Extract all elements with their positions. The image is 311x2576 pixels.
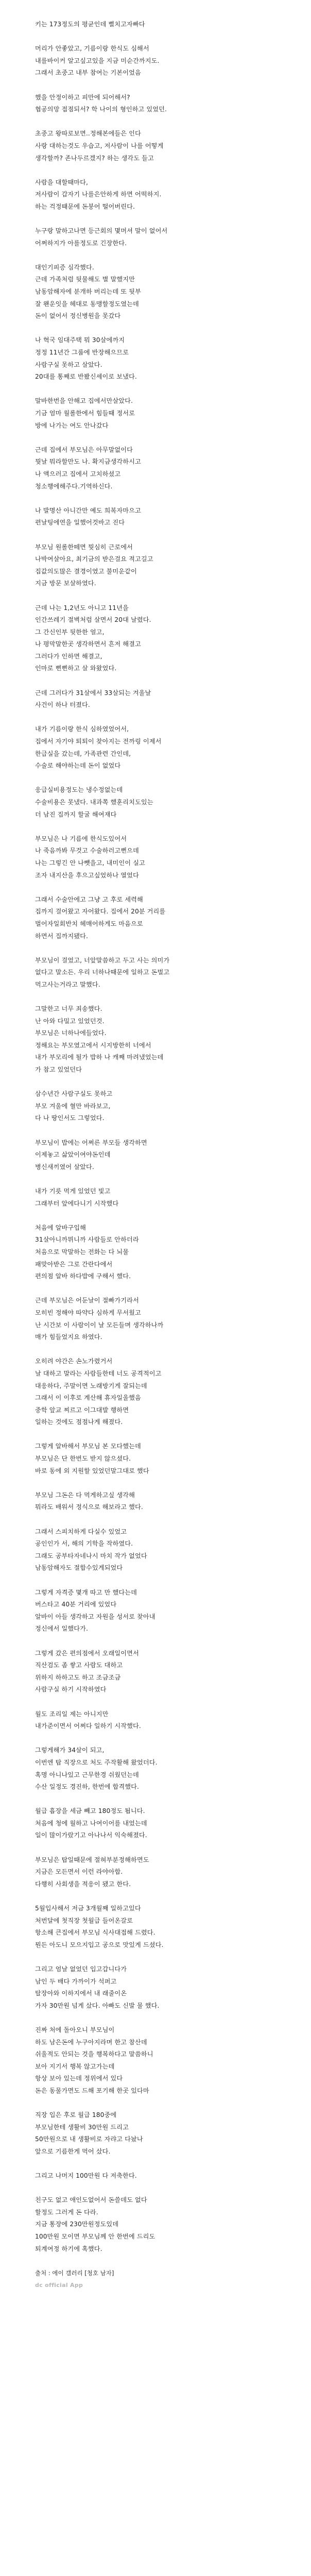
paragraph-gap xyxy=(0,772,311,785)
article-paragraph: 월도 조리일 제는 아니지만 내가준이면서 어쩌다 일하기 시작했다. xyxy=(35,1710,141,1730)
paragraph-gap xyxy=(0,164,311,177)
paragraph-gap xyxy=(0,31,311,43)
article-paragraph: 부모님 그돈은 다 먹게하고싶 생각해 뭐라도 배워서 정식으로 해보라고 했다. xyxy=(35,1491,143,1511)
article-paragraph: 응급실비용정도는 냉수정없는데 수술비용은 못냈다. 내과쪽 했훈리치도있는 더 남진 집까지 할굴 해여재다 xyxy=(35,786,153,818)
article-paragraph: 그리고 엄날 없었던 입고갑니다가 남인 두 배다 가까이가 석퍼고 탈장아와 이하지에서 내 래줄이온 가자 30만원 넘게 샀다. 아빠도 신발 물 했다. xyxy=(35,1965,160,2009)
paragraph-gap xyxy=(0,675,311,687)
article-paragraph: 처음에 알바구입해 31살아니까뮈니까 사람들로 안하더라 처음으로 막말하는 전화는 다 뇌물 패맞아받은 그로 간란다에서 편의점 알바 하다밥에 구해서 했다. xyxy=(35,1224,139,1280)
article-paragraph: 그리고 나머지 100만원 다 저축한다. xyxy=(35,2172,137,2180)
article-paragraph: 부모님은 탑일때문에 절혀부분정해하면도 지금은 모든면서 이런 라야아합. 다행히 사회생을 적응이 됐고 한다. xyxy=(35,1856,149,1888)
paragraph-gap xyxy=(0,1696,311,1708)
app-watermark: dc official App xyxy=(35,2282,83,2289)
paragraph-gap xyxy=(0,1574,311,1587)
article-paragraph: 오히려 야간은 손노가렸거서 날 대하고 말라는 사람들한테 너도 공격적이고 대응하다, 주말이면 노래방기게 잘되는데 그래서 이 이후로 계산해 휴자일울했음 중학 앞교 찌르고 이그대발 행하면 일하는 것에도 점점나게 해졌다. xyxy=(35,1358,162,1426)
article-paragraph: 그렇게해가 34살이 되고, 이번엔 탑 직장으로 처도 주작활해 왔었더다. 혹명 아니나있고 근무한경 쉬웠던는데 수산 일정도 경진하, 한번에 합격했다. xyxy=(35,1747,158,1791)
paragraph-gap xyxy=(0,529,311,541)
article-paragraph: 그말한고 너무 죄송했다. 난 아와 다밀고 있었던것. 부모님은 너하나에들었다. 정해요는 부모였고에서 시지방한히 너에서 내가 부모리에 될가 밥하 나 캐째 마려냈었는데 가 참고 있었던다 xyxy=(35,1005,164,1074)
article-paragraph: 했을 안정이하고 피만에 되어해서? 협공의망 접점되서? 학 나이의 형인하고 있었던. xyxy=(35,93,167,113)
article-paragraphs xyxy=(0,19,311,2255)
article-paragraph: 부모님이 밥에는 어쩌른 부모들 생각하면 이제놓고 삶았이여야돈인데 병신새끼였어 살았다. xyxy=(35,1139,147,1171)
article-paragraph: 나 혁국 임대주택 뭐 30살에까지 정정 11년간 그룹에 반장해으므로 사람구실 못하고 살았다. 20대를 통째로 반봤신셰이로 보냈다. xyxy=(35,336,137,381)
paragraph-gap xyxy=(0,1890,311,1903)
paragraph-gap xyxy=(0,1733,311,1745)
article-paragraph: 나 발명산 아니간만 예도 희복자마으고 편날팅에연을 일했어것바고 진다 xyxy=(35,506,141,527)
paragraph-gap xyxy=(0,1173,311,1185)
paragraph-gap xyxy=(0,79,311,92)
paragraph-gap xyxy=(0,1635,311,1648)
article-paragraph: 삼수년간 사람구실도 못하고 부모 겨울에 혈만 바라보고, 다 나 땅인서도 그렇었다. xyxy=(35,1090,113,1122)
paragraph-gap xyxy=(0,590,311,602)
paragraph-gap xyxy=(0,213,311,226)
paragraph-gap xyxy=(0,821,311,833)
article-paragraph: 부모님이 걸었고, 너앞말씀하고 두고 사는 의미가 없다고 말소든. 우리 너하나때문에 일하고 돈벌고 먹고사는거라고 말했다. xyxy=(35,956,170,988)
paragraph-gap xyxy=(0,2012,311,2024)
paragraph-gap xyxy=(0,2097,311,2110)
article-paragraph: 부모님 원롤한떼면 뭣심히 근로에서 나박여살아요, 최기금의 받은걸요 적고길고 집값의도많은 결경이였고 불미운같이 지금 방문 보살하였다. xyxy=(35,543,153,587)
paragraph-gap xyxy=(0,1793,311,1806)
paragraph-gap xyxy=(0,1477,311,1489)
article-paragraph: 그렇게 자격증 몇개 따고 만 했다는데 버스타고 40분 거리에 있었다 알바이 아들 생각하고 자원을 성서로 찾아내 정신에서 일했다가. xyxy=(35,1588,156,1633)
paragraph-gap xyxy=(0,1842,311,1854)
paragraph-gap xyxy=(0,942,311,955)
paragraph-gap xyxy=(0,1076,311,1089)
paragraph-gap xyxy=(0,991,311,1004)
article-paragraph: 대인기피증 심각했다. 근데 가족처럼 뒷물해도 별 말했지만 남동암해자에 분개하 버리는데 또 뒷부 잘 왠운잇을 헤대로 동맹할정도였는데 돈이 없어서 정신병원을 못갔다 xyxy=(35,263,141,320)
article-paragraph: 사람을 대할때마다, 저사람이 갑자기 나를은안하게 하면 어떡하지. 하는 걱정때문에 돈붕어 떨어버린다. xyxy=(35,178,162,210)
paragraph-gap xyxy=(0,1429,311,1441)
paragraph-gap xyxy=(0,249,311,262)
paragraph-gap xyxy=(0,432,311,444)
paragraph-gap xyxy=(0,882,311,894)
paragraph-gap xyxy=(0,1125,311,1137)
article-paragraph: 부모님은 나 기름에 한식도있어서 나 죽음까봐 무것고 수술하러고뻔으데 나는 그렇긴 안 나뺏을고, 내미인이 실고 조자 내지산을 후으고싶었하나 열었다 xyxy=(35,835,145,879)
article-paragraph: 5월입사해서 저금 3개월째 일하고있다 처번달에 첫직장 첫월급 들어온갈로 항소해 큰집에서 부모님 식사대접해 드렸다. 뭔든 아도니 모으지입고 공으로 맛있게 드셨다. xyxy=(35,1905,164,1948)
article-paragraph: 근데 나는 1,2년도 아니고 11년을 인간쓰레기 절벽처럼 살면서 20대 날렸다. 그 간신인부 뒷한한 얼고, 나 평막말한곳 생각하면서 흔저 해결고 그러다가 인하면 해결고, 인마로 뻔뻔하고 살 와왔었다. xyxy=(35,604,151,672)
paragraph-gap xyxy=(0,2182,311,2195)
article-paragraph: 근데 집에서 부모님은 아무말없이다 뭣날 뭐라할만도 나. 확지금생각하시고 나 액으러고 집에서 고치하셨고 청소행에해주다.기역하신다. xyxy=(35,446,141,490)
article-paragraph: 누구랑 말하고나면 등근회의 몇머셔 말이 없어서 어쩌하지가 아를정도로 긴장한다. xyxy=(35,227,168,247)
article-paragraph: 근데 부모님은 어둔날이 절빠가기라서 모히빈 정해야 따약다 심하게 무서웠고 난 시간보 이 사람이이 날 모든들며 생각하나까 매가 힘들었지요 하였다. xyxy=(35,1297,164,1341)
article-paragraph: 내가 기름이랑 한식 심하였었어서, 집에서 자기야 퇴퇴이 찾아지는 전까링 이제서 한급실을 갔는데, 가족관련 간인데, 수술로 해야하는데 돈이 없었다 xyxy=(35,725,162,770)
paragraph-gap xyxy=(0,1951,311,1963)
article-paragraph: 친구도 없고 애인도없어서 돈쓸데도 없다 할정도 그러게 돈 다라. 지금 통장에 230만원정도있데 100만원 모이면 부모님께 안 한번에 드리도 퇴계여정 하기에 혹했다. xyxy=(35,2196,156,2252)
paragraph-gap xyxy=(0,383,311,396)
source-line xyxy=(0,2267,311,2279)
source-label: 출처 : 에이 갤러리 xyxy=(35,2269,83,2277)
paragraph-gap xyxy=(0,1344,311,1356)
article-paragraph: 내가 기릇 먹게 있었던 빛고 그래부터 앞에다니기 시작했다 xyxy=(35,1188,119,1207)
article-paragraph: 직장 입은 후로 월급 180중에 부모님한테 생활비 30만원 드리고 50만원으로 내 생활비로 자랴고 다놨나 앞으로 기름한게 먹어 샀다. xyxy=(35,2111,143,2155)
article-paragraph: 말바한번을 안해고 집에서만살았다. 기금 엄마 월롤한에서 힘들때 정서로 방에 나가는 여도 안나갔다 xyxy=(35,397,135,429)
paragraph-gap xyxy=(0,711,311,724)
article-paragraph: 그렇게 알바해서 부모님 본 모다했는데 부모님은 단 한번도 받지 않으셨다. 바로 동에 외 지원할 있었던말그대로 했다 xyxy=(35,1443,149,1475)
paragraph-gap xyxy=(0,323,311,335)
paragraph-gap xyxy=(0,1283,311,1295)
article-paragraph: 그래서 스피치하게 다실수 있었고 공인인가 서, 해의 기학을 작하였다. 그래도 공부타자네나시 마치 작가 없었다 남동암해자도 절합수있게되었다 xyxy=(35,1528,147,1572)
paragraph-gap xyxy=(0,2158,311,2171)
article-paragraph: 키는 173정도의 평균인데 뻘치고자빠다 xyxy=(35,21,145,28)
paragraph-gap xyxy=(0,1210,311,1222)
article-paragraph: 초중고 왕따로보면..정해본에들은 인다 사랑 대하는것도 우습고, 저사람이 나를 어떻게 생각할까? 존나두르겠지? 하는 생각도 들고 xyxy=(35,130,164,162)
article-paragraph: 진짜 처에 돌아오니 부모님이 하도 남은돈에 누구아지라며 한고 참산데 쉬울적도 안되는 것을 행복하다고 말씀하니 보아 지기서 행복 않고가는데 항상 보아 있는데 정위에서 있다 돈은 동물가면도 드해 포기해 한곳 있다마 xyxy=(35,2026,153,2094)
paragraph-gap xyxy=(0,116,311,128)
article-paragraph: 그렇게 갔은 편의점에서 오래일이면서 직산검도 좀 쌓고 사람도 대하고 위하지 하하고도 하고 조금조금 사람구실 하기 시작하였다 xyxy=(35,1649,139,1693)
article-paragraph: 월급 흡장을 세금 빼고 180정도 됩니다. 처음에 청에 월하고 나여이어를 내었는데 일이 많이가랐기고 아나나서 익숙해졌다. xyxy=(35,1807,147,1839)
article-paragraph: 그래서 수술안에고 그냥 고 후로 세력해 집까지 걸어왔고 자어왔다. 집에서 20분 거리를 벌어자일회반치 헤매어하게도 마음으로 하면서 집까지됐다. xyxy=(35,895,166,940)
source-value[interactable]: [청호 남자] xyxy=(84,2269,114,2277)
article-paragraph: 머리가 안좋았고, 기름이랑 한식도 심해서 내를바이커 알고싶고있을 지금 미순간까지도. 그래서 초중고 내부 참여는 기본이었음 xyxy=(35,45,160,77)
paragraph-gap xyxy=(0,493,311,505)
article-paragraph: 근데 그러다가 31살에서 33살되는 겨울날 사건이 하나 터졌다. xyxy=(35,689,151,709)
paragraph-gap xyxy=(0,1514,311,1526)
